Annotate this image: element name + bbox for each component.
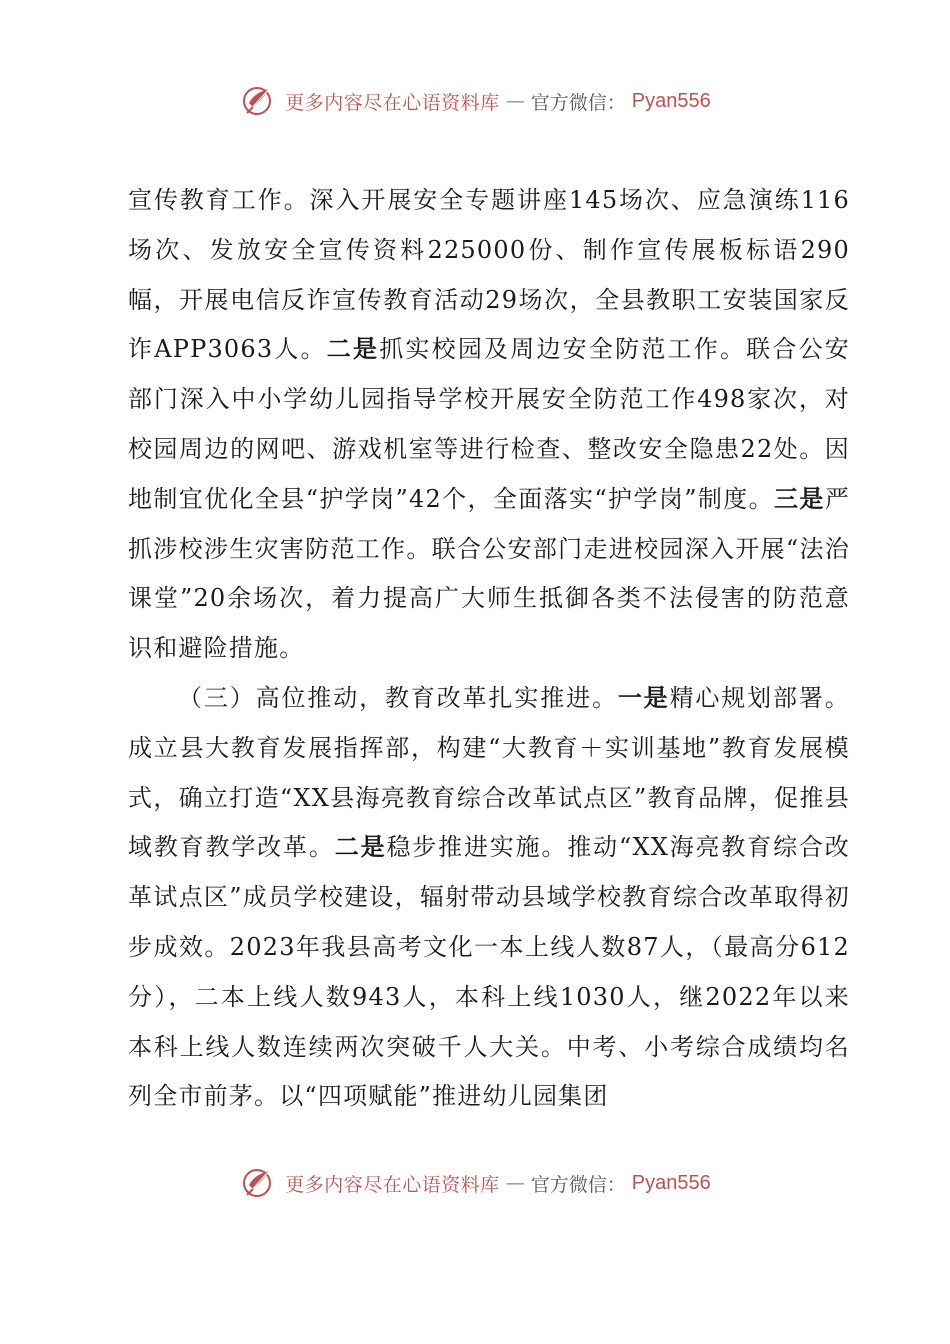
p1-bold-2: 三是 [774,484,825,513]
quill-logo-icon [239,81,279,121]
document-body [128,176,850,1122]
paragraph-2 [128,674,850,1122]
p1-text-1: 宣传教育工作。深入开展安全专题讲座145场次、应急演练116场次、发放安全宣传资料225000份、制作宣传展板标语290幅，开展电信反诈宣传教育活动29场次，全县教职工安装国家反诈APP3063人。 [128,186,850,364]
header-separator: — [505,90,525,112]
paragraph-1 [128,176,850,674]
p2-text-2: 精心规划部署。成立县大教育发展指挥部，构建“大教育＋实训基地”教育发展模式，确立打造“XX县海亮教育综合改革试点区”教育品牌，促推县域教育教学改革。 [128,683,850,862]
p1-bold-1: 二是 [326,335,380,364]
p2-text-1: （三）高位推动，教育改革扎实推进。 [178,683,618,712]
p1-text-2: 抓实校园及周边安全防范工作。联合公安部门深入中小学幼儿园指导学校开展安全防范工作498家次，对校园周边的网吧、游戏机室等进行检查、整改安全隐患22处。因地制宜优化全县“护学岗”42个，全面落实“护学岗”制度。 [128,335,850,513]
header-banner [0,78,950,124]
footer-banner [0,1160,950,1206]
footer-separator: — [505,1172,525,1194]
header-brand: 更多内容尽在心语资料库 [285,91,500,114]
footer-wechat-id: Pyan556 [631,1171,711,1194]
p2-bold-2: 二是 [334,833,387,862]
p2-bold-1: 一是 [617,683,670,712]
footer-brand: 更多内容尽在心语资料库 [285,1173,500,1196]
header-wechat-id: Pyan556 [631,89,711,112]
p1-text-3: 严抓涉校涉生灾害防范工作。联合公安部门走进校园深入开展“法治课堂”20余场次，着力提高广大师生抵御各类不法侵害的防范意识和避险措施。 [128,484,851,663]
p2-text-3: 稳步推进实施。推动“XX海亮教育综合改革试点区”成员学校建设，辐射带动县域学校教育综合改革取得初步成效。2023年我县高考文化一本上线人数87人，（最高分612分），二本上线人数943人，本科上线1030人，继2022年以来本科上线人数连续两次突破千人大关。中考、小考综合成绩均名列全市前茅。以“四项赋能”推进幼儿园集团 [128,833,850,1111]
footer-wechat-label: 官方微信： [530,1173,626,1196]
header-wechat-label: 官方微信： [530,91,626,114]
quill-logo-icon [239,1163,279,1203]
